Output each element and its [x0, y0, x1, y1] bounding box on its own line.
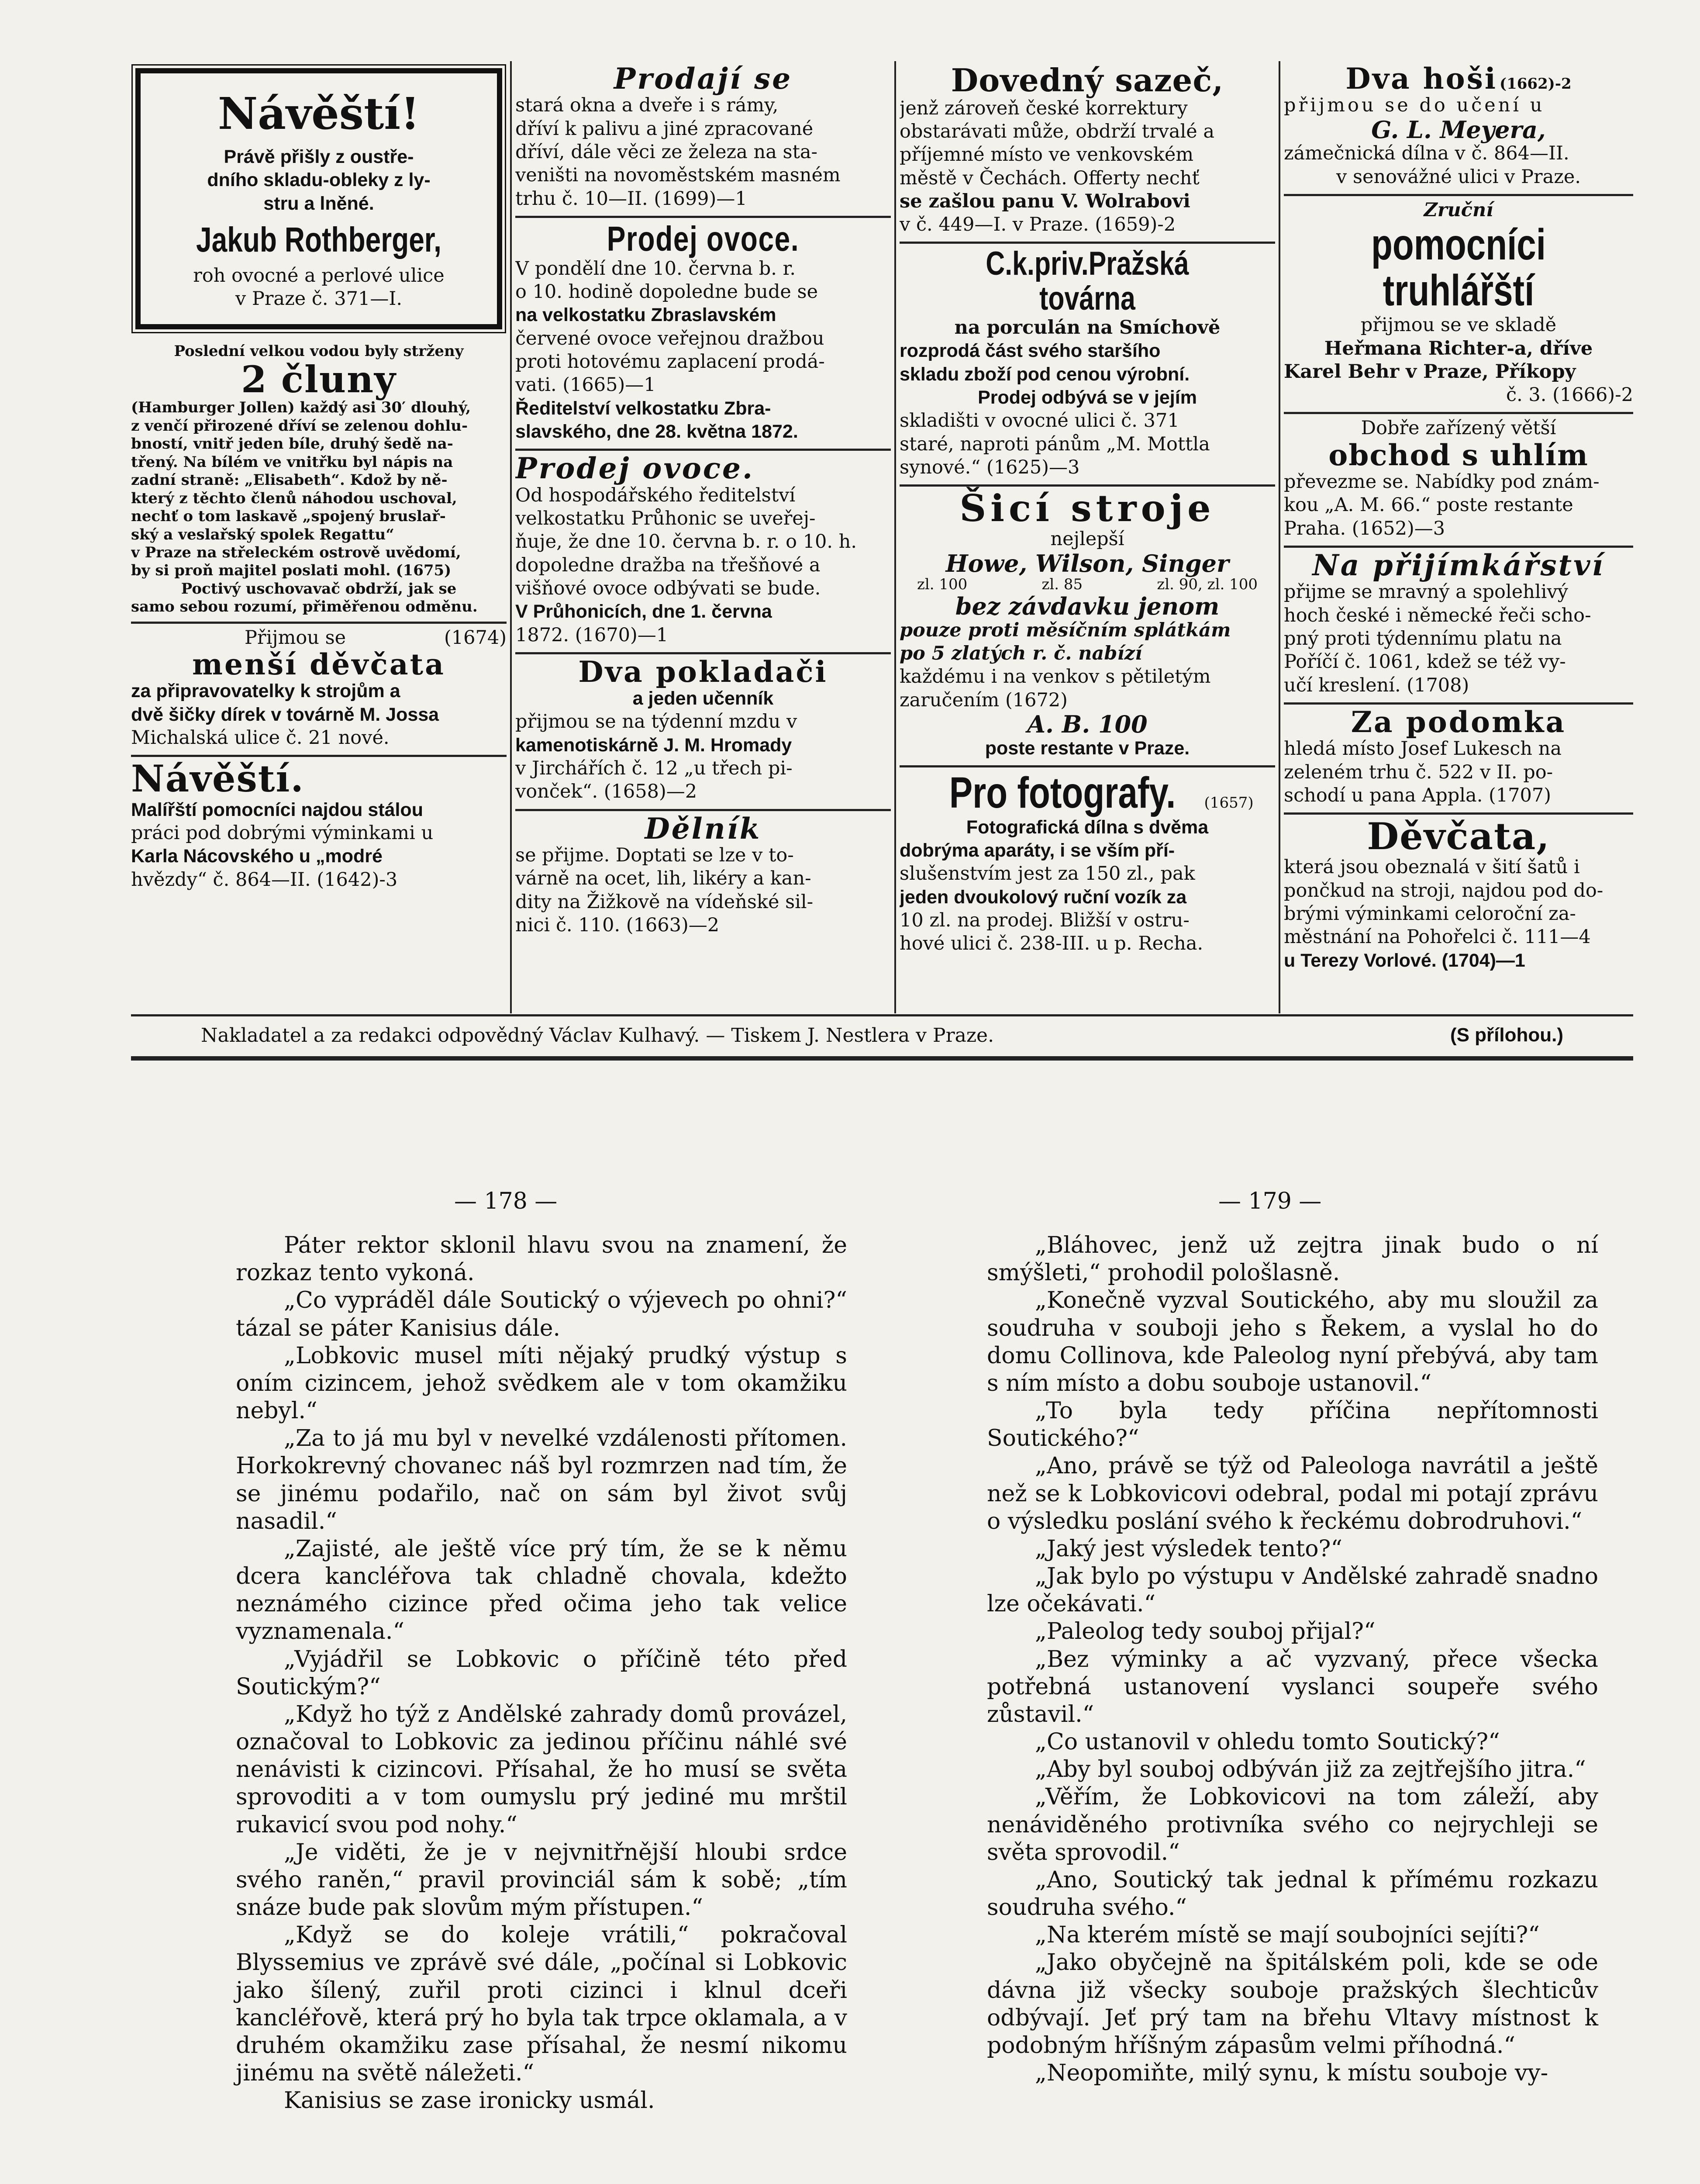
ad-line: samo sebou rozumí, přiměřenou odměnu. [131, 598, 478, 616]
ad-line: v Praze na střeleckém ostrově uvědomí, [131, 543, 461, 561]
column-rule [510, 61, 512, 1013]
ad-line: v Jirchářích č. 12 „u třech pi- [515, 757, 793, 780]
ad-column-2 [515, 61, 891, 1013]
ad-line: nechť o tom laskavě „spojený bruslař- [131, 508, 446, 525]
paragraph: „Když se do koleje vrátili,“ pokračoval Blyssemius ve zprávě své dále, „počínal si Lobkovic jako šílený, zuřil proti cizinci i klnul dceři kancléřově, která prý ho byla tak trpce oklamala, a v druhém okamžiku zase přísahal, že nesmí nikomu jinému na světě náležeti.“ [236, 1922, 847, 2087]
ad-line: dity na Žižkově na vídeňské sil- [515, 891, 814, 913]
paragraph: „Lobkovic musel míti nějaký prudký výstup s oním cizincem, jehož svědkem ale v tom okamžiku nebyl.“ [236, 1342, 847, 1424]
paragraph: „Věřím, že Lobkovicovi na tom záleží, aby nenáviděného protivníka svého co nejrychleji se světa sprovodil.“ [987, 1784, 1598, 1866]
ad-box-rothberger [135, 68, 502, 329]
ad-line: přijmou se do učení u [1284, 94, 1545, 117]
ad-line: trhu č. 10—II. (1699)—1 [515, 187, 747, 210]
ad-sale-windows [515, 61, 891, 218]
ad-line: zadní straně: „Elisabeth“. Kdož by ně- [131, 471, 448, 489]
ad-line: schodí u pana Appla. (1707) [1284, 784, 1552, 806]
paragraph: Páter rektor sklonil hlavu svou na znamení, že rozkaz tento vykoná. [236, 1232, 847, 1286]
ad-line: Ředitelství velkostatku Zbra- [515, 397, 771, 419]
ad-stonelayers [515, 654, 891, 811]
paragraph: „Když ho týž z Andělské zahrady domů provázel, označoval to Lobkovic za jedinou příčinu náhlé své nenávisti k cizincovi. Přísahal, že ho musí se světa sprovoditi a v tom oumyslu prý jediné mu mrštil rukavicí svou pod nohy.“ [236, 1701, 847, 1838]
paragraph: „Zajisté, ale ještě více prý tím, že se k němu dcera kancléřova tak chladně chovala, kdežto neznámého cizince před očima jeho tak velice vyznamenala.“ [236, 1535, 847, 1645]
paragraph: „Aby byl souboj odbýván již za zejtřejšího jitra.“ [1035, 1756, 1586, 1783]
ad-title: Dva pokladači [578, 654, 828, 689]
ad-line: v senovážné ulici v Praze. [1336, 166, 1581, 188]
ad-girls-factory [131, 624, 507, 757]
ad-line: jeden dvoukolový ruční vozík za [900, 886, 1187, 908]
ad-line: červené ovoce veřejnou dražbou [515, 327, 824, 349]
paragraph: „Bez výminky a ač vyzvaný, přece všecka potřebná ustanovení vyslanci soupeře svého zůstavil.“ [987, 1646, 1598, 1728]
ad-title: Dovedný sazeč, [951, 62, 1224, 99]
ad-line: várně na ocet, lih, likéry a kan- [515, 867, 811, 890]
ad-line: Heřmana Richter-a, dříve [1324, 337, 1593, 359]
ad-line: Praha. (1652)—3 [1284, 517, 1445, 539]
ad-line: č. 3. (1666)-2 [1506, 384, 1633, 406]
ad-pre: Zruční [1424, 199, 1493, 221]
column-rule [1279, 61, 1280, 1013]
ad-line: by si proň majitel poslati mohl. (1675) [131, 562, 452, 580]
ad-line: který z těchto členů náhodou uschoval, [131, 489, 457, 507]
book-page-right [987, 1232, 1598, 2087]
paragraph: „Neopomiňte, milý synu, k místu souboje vy- [1035, 2060, 1548, 2087]
ad-title: Prodají se [614, 62, 793, 96]
ad-apprentice [1284, 548, 1633, 705]
ad-title: Návěští! [217, 88, 420, 139]
ad-porcelain [900, 244, 1275, 487]
ad-line: velkostatku Průhonic se uveřej- [515, 507, 816, 529]
ad-line: vati. (1665)—1 [515, 374, 656, 396]
ad-line: vonček“. (1658)—2 [515, 781, 697, 803]
ad-title: Za podomka [1351, 705, 1566, 739]
ad-line: zámečnická dílna v č. 864—II. [1284, 142, 1569, 165]
ad-line: přijme se mravný a spolehlivý [1284, 581, 1568, 603]
ad-code: A. B. 100 [1027, 710, 1148, 738]
ad-line: dříví, dále věci ze železa na sta- [515, 141, 818, 163]
ad-title: Děvčata, [1367, 815, 1550, 858]
ad-line: Prodej odbývá se v jejím [978, 387, 1197, 408]
price: zl. 85 [1041, 576, 1083, 594]
ad-line: (Hamburger Jollen) každý asi 30′ dlouhý, [131, 399, 471, 417]
ad-line: každému i na venkov s pětiletým [900, 666, 1211, 688]
ad-line: jenž zároveň české korrektury [900, 97, 1188, 119]
ad-line: obstarávati může, obdrží trvalé a [900, 120, 1214, 142]
ad-line: stará okna a dveře i s rámy, [515, 94, 779, 117]
ad-line: z venčí přirozené dříví se zelenou dohlu- [131, 417, 468, 435]
ad-line: bez závdavku jenom [955, 592, 1220, 620]
paragraph: „Na kterém místě se mají soubojníci sejíti?“ [1035, 1922, 1540, 1949]
ad-line: višňové ovoce odbývati se bude. [515, 577, 821, 599]
paragraph: „Vyjádřil se Lobkovic o příčině této před Soutickým?“ [236, 1646, 847, 1700]
ad-sub: nejlepší [1050, 528, 1124, 550]
ad-line: ňuje, že dne 10. června b. r. o 10. h. [515, 531, 857, 553]
ad-line: městě v Čechách. Offerty nechť [900, 167, 1200, 189]
ad-line: v Praze č. 371—I. [235, 288, 402, 310]
ad-line: proti hotovému zaplacení prodá- [515, 351, 825, 373]
ad-line: slavského, dne 28. května 1872. [515, 421, 798, 442]
ad-title: Dva hoši [1345, 62, 1497, 96]
imprint-text: Nakladatel a za redakci odpovědný Václav Kulhavý. — Tiskem J. Nestlera v Praze. [201, 1024, 994, 1047]
ad-line: pončkud na stroji, najdou pod do- [1284, 879, 1603, 902]
ad-line: kou „A. M. 66.“ poste restante [1284, 494, 1573, 516]
ad-line: zeleném trhu č. 522 v II. po- [1284, 761, 1553, 783]
ad-line: pný proti týdennímu platu na [1284, 627, 1562, 650]
ad-line: přijmou se ve skladě [1360, 314, 1557, 336]
ad-line: staré, naproti pánům „M. Mottla [900, 433, 1210, 455]
ad-fruit-pruhonice [515, 451, 891, 654]
ad-line: městnání na Pohořelci č. 111—4 [1284, 926, 1591, 948]
ad-line: Karel Behr v Praze, Příkopy [1284, 360, 1576, 383]
ad-brands: Howe, Wilson, Singer [945, 549, 1229, 577]
ad-line: 1872. (1670)—1 [515, 624, 669, 646]
ad-sewing-machines [900, 487, 1275, 767]
ad-two-boys [1284, 61, 1633, 196]
ad-title: Prodej ovoce. [607, 219, 800, 258]
ad-boats [131, 340, 507, 624]
ad-title: Na přijímkářství [1312, 548, 1605, 583]
ad-line: se přijme. Doptati se lze v to- [515, 844, 794, 866]
ad-line: V pondělí dne 10. června b. r. [515, 257, 796, 280]
supplement-note: (S přílohou.) [1450, 1024, 1563, 1046]
ad-line: za připravovatelky k strojům a [131, 681, 400, 702]
ad-line: u Terezy Vorlové. (1704)—1 [1284, 950, 1525, 971]
ad-line: nici č. 110. (1663)—2 [515, 914, 720, 936]
ad-line: dvě šičky dírek v továrně M. Jossa [131, 704, 439, 725]
price: zl. 90, zl. 100 [1157, 576, 1258, 594]
ad-line: přijmou se na týdenní mzdu v [515, 711, 797, 733]
ad-line: dobrýma aparáty, i se vším pří- [900, 840, 1175, 861]
ad-line: hvězdy“ č. 864—II. (1642)-3 [131, 868, 398, 891]
ad-line: se zašlou panu V. Wolrabovi [900, 190, 1190, 212]
ad-line: brými výminkami celoroční za- [1284, 902, 1576, 925]
page-number-right: — 179 — [1218, 1188, 1322, 1214]
ad-number: (1662)-2 [1500, 75, 1572, 93]
ad-line: která jsou obeznalá v šití šatů i [1284, 856, 1580, 878]
ad-line: učí kreslení. (1708) [1284, 674, 1469, 696]
ad-number: (1674) [444, 626, 507, 649]
ad-line: G. L. Meyera, [1371, 115, 1546, 144]
ad-line: skladišti v ovocné ulici č. 371 [900, 410, 1179, 432]
ad-fruit-zbraslav [515, 218, 891, 451]
ad-line: bností, vnitř jeden bíle, druhý šedě na- [131, 435, 453, 453]
ad-photographers [900, 767, 1275, 961]
ad-title: Šicí stroje [959, 487, 1215, 530]
ad-line: V Průhonicích, dne 1. června [515, 601, 772, 622]
ad-line: stru a lněné. [263, 193, 374, 214]
ad-line: skladu zboží pod cenou výrobní. [900, 363, 1190, 385]
ad-name: Jakub Rothberger, [196, 220, 441, 259]
paragraph: „Konečně vyzval Soutického, aby mu sloužil za soudruha v souboji jeho s Řekem, a vyslal ho do domu Collinova, kde Paleolog nyní přebývá, aby tam s ním místo a dobu souboje ustanovil.“ [987, 1287, 1598, 1396]
ad-girls-sewing [1284, 815, 1633, 978]
ad-title: obchod s uhlím [1328, 438, 1589, 472]
column-rule [894, 61, 896, 1013]
ad-line: veništi na novoměstském masném [515, 164, 841, 187]
ad-line: zaručením (1672) [900, 689, 1068, 711]
ad-number: (1657) [1204, 794, 1254, 812]
paragraph: „Co ustanovil v ohledu tomto Soutický?“ [1035, 1729, 1500, 1755]
paragraph: „Je viděti, že je v nejvnitřnější hloubi srdce svého raněn,“ pravil provinciál sám k sobě; „tím snáze bude pak slovům mým přístupen.“ [236, 1839, 847, 1921]
ad-painters [131, 757, 507, 896]
ad-line: po 5 zlatých r. č. nabízí [900, 642, 1142, 664]
ad-line: na velkostatku Zbraslavském [515, 304, 776, 326]
page-number-left: — 178 — [454, 1188, 558, 1214]
paragraph: „Jaký jest výsledek tento?“ [1035, 1535, 1342, 1562]
paragraph: „Bláhovec, jenž už zejtra jinak budo o ní smýšleti,“ prohodil pološlasně. [987, 1232, 1598, 1286]
ad-sub: a jeden učenník [632, 688, 774, 709]
ad-title: pomocníci truhlářští [1371, 220, 1546, 315]
ad-title: C.k.priv.Pražská továrna [986, 245, 1189, 318]
ad-title: Pro fotografy. [949, 768, 1176, 817]
ad-line: hledá místo Josef Lukesch na [1284, 738, 1562, 760]
ad-line: roh ovocné a perlové ulice [193, 264, 445, 287]
imprint-footer [131, 1018, 1633, 1053]
ad-line: v č. 449—I. v Praze. (1659)-2 [900, 214, 1176, 236]
ad-pre: Přijmou se [245, 626, 346, 649]
ad-title: Dělník [645, 811, 762, 846]
ad-line: kamenotiskárně J. M. Hromady [515, 734, 792, 756]
ad-pre: Dobře zařízený větší [1361, 417, 1556, 439]
price: zl. 100 [917, 576, 968, 594]
ad-line: Malířští pomocníci najdou stálou [131, 799, 423, 820]
ad-line: práci pod dobrými výminkami u [131, 822, 434, 844]
ad-line: Michalská ulice č. 21 nové. [131, 727, 390, 749]
ad-line: hové ulici č. 238-III. u p. Recha. [900, 933, 1203, 955]
ad-line: Od hospodářského ředitelství [515, 484, 796, 506]
ad-line: ský a veslařský spolek Regattu“ [131, 525, 394, 543]
ad-typesetter [900, 61, 1275, 244]
ad-line: pouze proti měsíčním splátkám [900, 619, 1231, 641]
ad-line: převezme se. Nabídky pod znám- [1284, 471, 1600, 493]
ad-line: slušenstvím jest za 150 zl., pak [900, 863, 1195, 885]
ad-line: synové.“ (1625)—3 [900, 456, 1080, 478]
paragraph: „Jako obyčejně na špitálském poli, kde se ode dávna již všecky souboje pražských šlechticův odbývají. Jeť prý tam na břehu Vltavy místnost k podobným hříšným zápasům velmi příhodná.“ [987, 1949, 1598, 2059]
footer-rule [131, 1056, 1633, 1061]
paragraph: „Jak bylo po výstupu v Andělské zahradě snadno lze očekávati.“ [987, 1563, 1598, 1617]
paragraph: „Co vypráděl dále Soutický o výjevech po ohni?“ tázal se páter Kanisius dále. [236, 1287, 847, 1341]
ad-line: Poříčí č. 1061, kdež se též vy- [1284, 651, 1566, 673]
ad-post: poste restante v Praze. [985, 737, 1190, 759]
ad-servant [1284, 705, 1633, 815]
ad-line: Právě přišly z oustře- [224, 146, 414, 167]
ad-column-3 [900, 61, 1275, 1013]
ad-column-1 [131, 61, 507, 1013]
footer-rule [131, 1014, 1633, 1016]
ad-title: menší děvčata [192, 647, 445, 682]
ad-line: hoch české i německé řeči scho- [1284, 604, 1591, 626]
paragraph: „To byla tedy příčina nepřítomnosti Soutického?“ [987, 1398, 1598, 1452]
ad-coal-shop [1284, 414, 1633, 548]
ad-line: příjemné místo ve venkovském [900, 144, 1194, 166]
ad-line: dního skladu-obleky z ly- [207, 169, 431, 191]
ad-title: Prodej ovoce. [515, 451, 754, 486]
book-page-left [236, 1232, 847, 2115]
ad-line: rozprodá část svého staršího [900, 340, 1161, 362]
ad-line: 10 zl. na prodej. Bližší v ostru- [900, 909, 1190, 932]
ad-line: o 10. hodině dopoledne bude se [515, 281, 818, 303]
ad-line: dopoledne dražba na třešňové a [515, 554, 821, 576]
ad-line: třený. Na bílém ve vnitřku byl nápis na [131, 453, 453, 471]
paragraph: Kanisius se zase ironicky usmál. [284, 2087, 655, 2114]
ad-pre: Poslední velkou vodou byly strženy [174, 342, 464, 360]
ad-line: dříví k palivu a jiné zpracované [515, 117, 814, 140]
advertisement-section [131, 61, 1633, 1013]
paragraph: „Paleolog tedy souboj přijal?“ [1035, 1618, 1376, 1645]
ad-column-4 [1284, 61, 1633, 1013]
paragraph: „Za to já mu byl v nevelké vzdálenosti přítomen. Horkokrevný chovanec náš byl rozmrzen nad tím, že se jinému podařilo, nač on sám byl život svůj nasadil.“ [236, 1425, 847, 1534]
paragraph: „Ano, právě se týž od Paleologa navrátil a ještě než se k Lobkovicovi odebral, podal mi potají zprávu o výsledku poslání svého k řeckému dobrodruhovi.“ [987, 1453, 1598, 1534]
ad-line: Karla Nácovského u „modré [131, 846, 383, 867]
ad-sub: na porculán na Smíchově [954, 317, 1221, 339]
ad-line: Poctivý uschovavač obdrží, jak se [181, 580, 457, 598]
ad-title: Návěští. [131, 757, 304, 801]
paragraph: „Ano, Soutický tak jednal k přímému rozkazu soudruha svého.“ [987, 1866, 1598, 1921]
ad-title: 2 čluny [241, 358, 397, 401]
ad-line: Fotografická dílna s dvěma [966, 816, 1209, 838]
ad-carpenters [1284, 196, 1633, 415]
ad-worker [515, 811, 891, 943]
